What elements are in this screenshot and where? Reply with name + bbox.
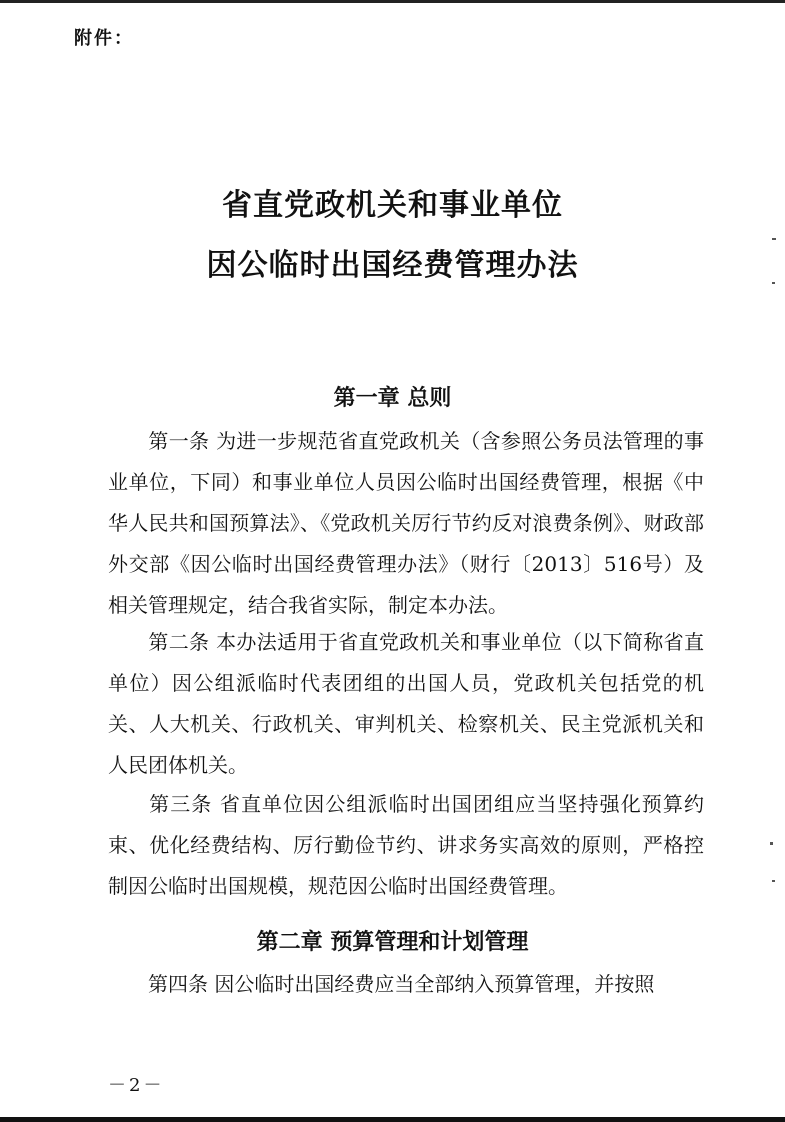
article-2 <box>108 622 704 786</box>
page-number: －2－ <box>108 1075 165 1096</box>
article-4-text: 第四条 因公临时出国经费应当全部纳入预算管理，并按照 <box>148 972 655 996</box>
scan-mark <box>772 880 775 882</box>
document-title-line-1: 省直党政机关和事业单位 <box>222 188 563 223</box>
article-4 <box>108 964 704 1005</box>
scan-mark <box>770 842 773 845</box>
article-2-text: 第二条 本办法适用于省直党政机关和事业单位（以下简称省直单位）因公组派临时代表团组的出国人员，党政机关包括党的机关、人大机关、行政机关、审判机关、检察机关、民主党派机关和人民团体机关。 <box>108 630 704 777</box>
scan-bottom-edge <box>0 1117 785 1122</box>
article-3 <box>108 784 704 907</box>
chapter-heading-2: 第二章 预算管理和计划管理 <box>256 929 529 955</box>
article-1 <box>108 421 704 626</box>
article-1-text: 第一条 为进一步规范省直党政机关（含参照公务员法管理的事业单位，下同）和事业单位人员因公临时出国经费管理，根据《中华人民共和国预算法》、《党政机关厉行节约反对浪费条例》、财政部外交部《因公临时出国经费管理办法》（财行〔2013〕516号）及相关管理规定，结合我省实际，制定本办法。 <box>108 429 704 617</box>
attachment-label: 附件： <box>74 28 134 49</box>
article-3-text: 第三条 省直单位因公组派临时出国团组应当坚持强化预算约束、优化经费结构、厉行勤俭节约、讲求务实高效的原则，严格控制因公临时出国规模，规范因公临时出国经费管理。 <box>108 792 704 898</box>
chapter-heading-1: 第一章 总则 <box>333 385 452 411</box>
document-title-line-2: 因公临时出国经费管理办法 <box>206 248 579 283</box>
scan-top-edge <box>0 0 785 3</box>
